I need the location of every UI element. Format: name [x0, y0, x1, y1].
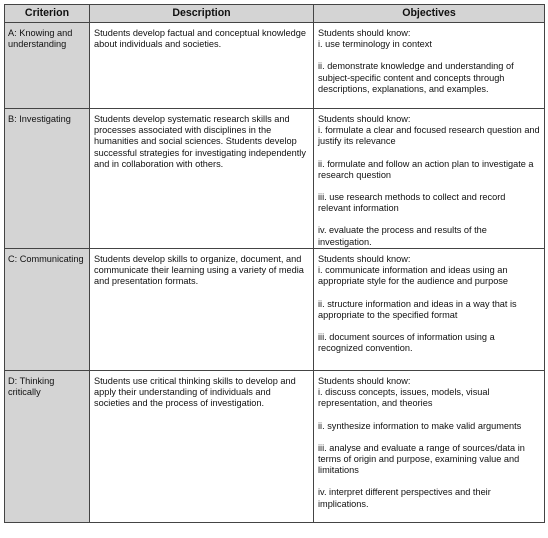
table-row — [5, 371, 545, 523]
objective-item: i. use terminology in context — [318, 39, 432, 50]
criteria-table-container — [4, 4, 545, 523]
objective-item: iii. analyse and evaluate a range of sources/data in terms of origin and purpose, examining value and limitations — [318, 442, 525, 476]
criterion-cell: D: Thinking critically — [5, 371, 90, 523]
table-row — [5, 109, 545, 249]
objectives-cell — [314, 249, 545, 371]
table-row — [5, 23, 545, 109]
objective-item: i. communicate information and ideas using an appropriate style for the audience and purpose — [318, 265, 509, 287]
objectives-cell — [314, 23, 545, 109]
objective-item: i. formulate a clear and focused research question and justify its relevance — [318, 125, 540, 147]
objective-item: iii. document sources of information using a recognized convention. — [318, 332, 495, 354]
objectives-intro: Students should know: — [318, 28, 411, 38]
header-criterion: Criterion — [5, 5, 90, 23]
objectives-intro: Students should know: — [318, 114, 411, 124]
objectives-cell — [314, 371, 545, 523]
criterion-cell: A: Knowing and understanding — [5, 23, 90, 109]
header-objectives: Objectives — [314, 5, 545, 23]
objective-item: ii. demonstrate knowledge and understanding of subject-specific content and concepts through descriptions, explanations, and examples. — [318, 61, 514, 94]
criterion-cell: B: Investigating — [5, 109, 90, 249]
table-row — [5, 249, 545, 371]
objectives-intro: Students should know: — [318, 376, 411, 386]
header-description: Description — [90, 5, 314, 23]
objective-item: i. discuss concepts, issues, models, visual representation, and theories — [318, 387, 490, 409]
description-cell: Students develop skills to organize, document, and communicate their learning using a variety of media and presentation formats. — [90, 249, 314, 371]
objective-item: iv. evaluate the process and results of the investigation. — [318, 225, 487, 247]
objectives-intro: Students should know: — [318, 254, 411, 264]
objective-item: ii. structure information and ideas in a way that is appropriate to the specified format — [318, 298, 517, 320]
criteria-table — [4, 4, 545, 523]
criterion-cell: C: Communicating — [5, 249, 90, 371]
objective-item: iv. interpret different perspectives and their implications. — [318, 487, 491, 509]
description-cell: Students use critical thinking skills to develop and apply their understanding of individuals and societies and the process of investigation. — [90, 371, 314, 523]
objective-item: ii. formulate and follow an action plan to investigate a research question — [318, 158, 534, 180]
objective-item: ii. synthesize information to make valid arguments — [318, 420, 522, 431]
objectives-cell — [314, 109, 545, 249]
header-row — [5, 5, 545, 23]
description-cell: Students develop factual and conceptual knowledge about individuals and societies. — [90, 23, 314, 109]
objective-item: iii. use research methods to collect and record relevant information — [318, 192, 506, 214]
description-cell: Students develop systematic research skills and processes associated with disciplines in the humanities and social sciences. Students develop successful strategies for investigating independently and in collaboration with others. — [90, 109, 314, 249]
